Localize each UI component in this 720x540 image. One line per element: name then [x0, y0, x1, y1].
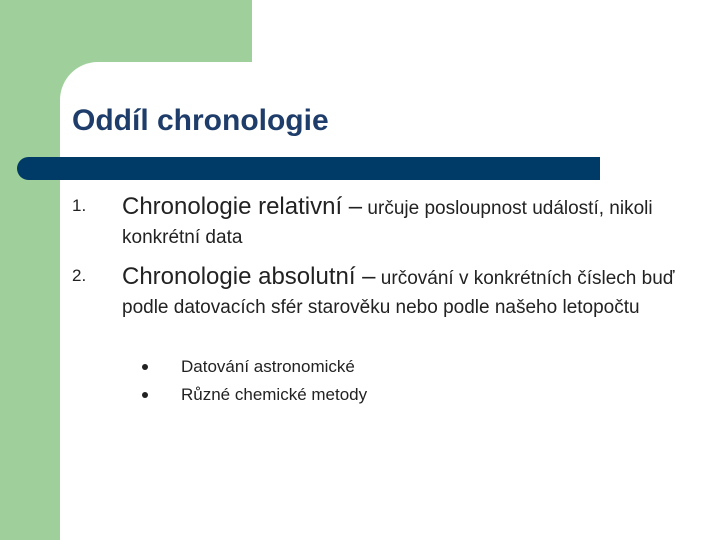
sub-item-text: Datování astronomické	[181, 357, 355, 376]
item-number: 1.	[72, 196, 87, 215]
corner-curve-decoration	[60, 62, 100, 102]
item-text	[122, 262, 702, 322]
sub-list-item	[142, 384, 592, 412]
sub-list	[142, 356, 592, 412]
bullet-icon	[142, 392, 148, 398]
item-number: 2.	[72, 266, 87, 285]
sub-item-text: Různé chemické metody	[181, 385, 368, 404]
slide-title: Oddíl chronologie	[72, 104, 329, 137]
sub-list-item	[142, 356, 592, 384]
title-divider-bar	[17, 157, 600, 180]
item-heading: Chronologie absolutní –	[122, 263, 376, 290]
item-description: určuje posloupnost událostí, nikoli konkrétní data	[122, 198, 653, 248]
item-heading: Chronologie relativní –	[122, 193, 363, 220]
item-description: určování v konkrétních číslech buď podle datovacích sfér starověku nebo podle našeho letopočtu	[122, 268, 675, 318]
bullet-icon	[142, 364, 148, 370]
green-top-bar	[0, 0, 252, 62]
item-text	[122, 192, 702, 252]
green-side-bar	[0, 0, 60, 540]
